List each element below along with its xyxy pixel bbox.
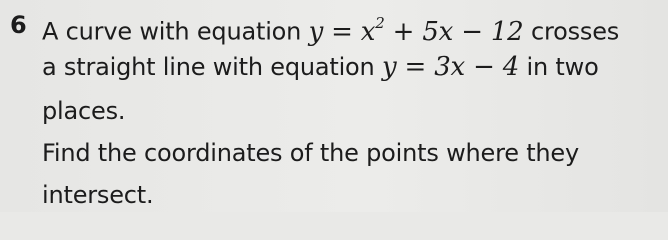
question-text-end: in two (526, 53, 599, 81)
question-line-4: Find the coordinates of the points where they (42, 139, 580, 167)
line-equation: y = 3x − 4 (382, 52, 520, 82)
question-text: A curve with equation (42, 17, 302, 46)
question-line-3: places. (42, 97, 126, 125)
curve-equation-lhs: y = x (308, 16, 376, 47)
question-line-2 (42, 50, 599, 84)
question-line-5: intersect. (42, 181, 154, 209)
curve-equation (308, 14, 524, 47)
question-text-end: crosses (530, 17, 620, 46)
question-line-1 (42, 8, 619, 49)
curve-equation-rhs: + 5x − 12 (384, 16, 524, 47)
question-number: 6 (10, 11, 27, 39)
exponent: 2 (375, 14, 385, 32)
question-text: a straight line with equation (42, 53, 375, 81)
